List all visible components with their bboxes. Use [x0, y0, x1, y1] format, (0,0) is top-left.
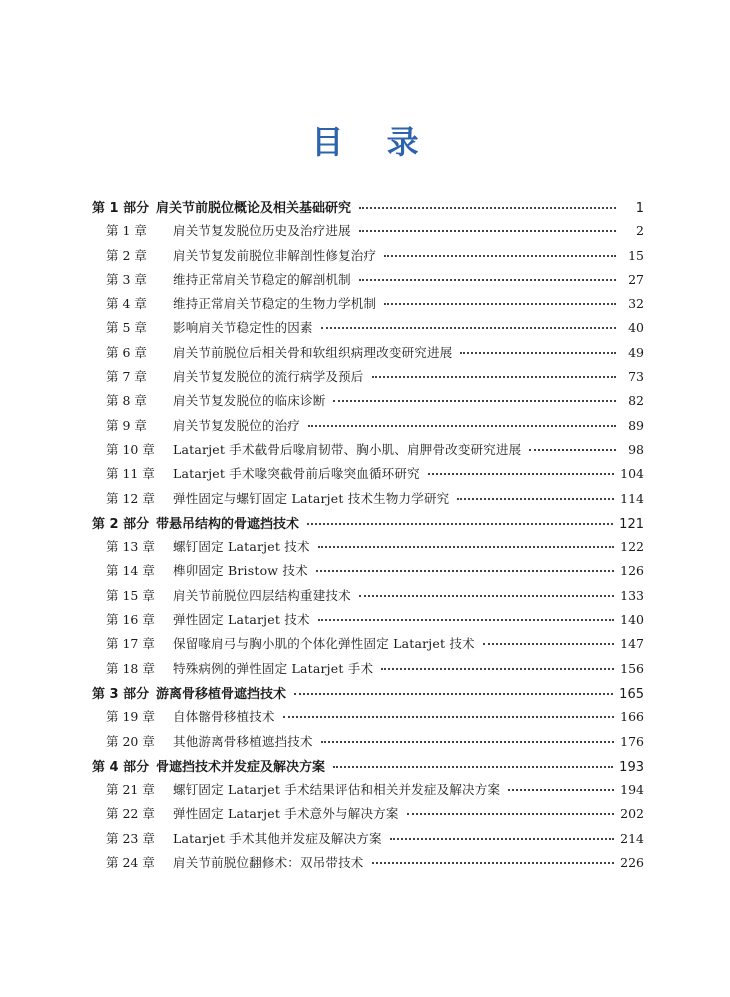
- chapter-title: 肩关节复发脱位的流行病学及预后: [173, 369, 364, 385]
- page-number: 156: [620, 660, 644, 676]
- page-number: 194: [620, 782, 644, 798]
- toc-chapter-entry[interactable]: [92, 221, 644, 245]
- chapter-number: 第 19 章: [106, 709, 155, 725]
- chapter-title: 弹性固定 Latarjet 技术: [173, 612, 310, 628]
- table-of-contents: [92, 197, 644, 877]
- chapter-title: Latarjet 手术截骨后喙肩韧带、胸小肌、肩胛骨改变研究进展: [173, 441, 522, 457]
- part-title: 骨遮挡技术并发症及解决方案: [156, 759, 326, 775]
- page-number: 126: [620, 563, 644, 579]
- chapter-number: 第 21 章: [106, 782, 155, 798]
- toc-chapter-entry[interactable]: [92, 829, 644, 853]
- dot-leader: [359, 207, 616, 209]
- dot-leader: [316, 570, 614, 572]
- page-title: 目 录: [311, 123, 435, 161]
- page-number: 147: [620, 636, 644, 652]
- page-number: 40: [628, 320, 644, 336]
- toc-chapter-entry[interactable]: [92, 464, 644, 488]
- page-number: 114: [620, 490, 644, 506]
- chapter-number: 第 23 章: [106, 830, 155, 846]
- toc-chapter-entry[interactable]: [92, 804, 644, 828]
- chapter-number: 第 7 章: [106, 369, 147, 385]
- dot-leader: [483, 643, 614, 645]
- toc-part-entry[interactable]: [92, 683, 644, 707]
- page-number: 1: [635, 201, 644, 216]
- chapter-title: 肩关节复发脱位的临床诊断: [173, 393, 326, 409]
- chapter-title: 弹性固定与螺钉固定 Latarjet 技术生物力学研究: [173, 490, 450, 506]
- chapter-title: 螺钉固定 Latarjet 手术结果评估和相关并发症及解决方案: [173, 782, 501, 798]
- toc-chapter-entry[interactable]: [92, 634, 644, 658]
- chapter-title: 影响肩关节稳定性的因素: [173, 320, 313, 336]
- toc-chapter-entry[interactable]: [92, 586, 644, 610]
- dot-leader: [407, 813, 615, 815]
- chapter-number: 第 15 章: [106, 587, 155, 603]
- page-number: 27: [628, 271, 644, 287]
- chapter-title: 螺钉固定 Latarjet 技术: [173, 539, 310, 555]
- page-number: 226: [620, 855, 644, 871]
- chapter-title: 肩关节前脱位后相关骨和软组织病理改变研究进展: [173, 344, 453, 360]
- toc-chapter-entry[interactable]: [92, 489, 644, 513]
- chapter-number: 第 2 章: [106, 247, 147, 263]
- dot-leader: [283, 716, 615, 718]
- toc-part-entry[interactable]: [92, 513, 644, 537]
- toc-chapter-entry[interactable]: [92, 853, 644, 877]
- chapter-number: 第 4 章: [106, 296, 147, 312]
- toc-chapter-entry[interactable]: [92, 780, 644, 804]
- chapter-title: Latarjet 手术喙突截骨前后喙突血循环研究: [173, 466, 420, 482]
- page-number: 133: [620, 587, 644, 603]
- dot-leader: [457, 498, 614, 500]
- dot-leader: [372, 862, 615, 864]
- dot-leader: [333, 766, 613, 768]
- chapter-number: 第 3 章: [106, 271, 147, 287]
- toc-chapter-entry[interactable]: [92, 707, 644, 731]
- toc-chapter-entry[interactable]: [92, 246, 644, 270]
- chapter-number: 第 12 章: [106, 490, 155, 506]
- chapter-number: 第 14 章: [106, 563, 155, 579]
- page-number: 104: [620, 466, 644, 482]
- dot-leader: [307, 523, 613, 525]
- chapter-number: 第 20 章: [106, 733, 155, 749]
- part-title: 游离骨移植骨遮挡技术: [156, 686, 287, 702]
- page-number: 214: [620, 830, 644, 846]
- chapter-title: 维持正常肩关节稳定的生物力学机制: [173, 296, 377, 312]
- dot-leader: [359, 230, 616, 232]
- chapter-title: 肩关节复发前脱位非解剖性修复治疗: [173, 247, 377, 263]
- page-number: 89: [628, 417, 644, 433]
- toc-chapter-entry[interactable]: [92, 440, 644, 464]
- chapter-number: 第 17 章: [106, 636, 155, 652]
- chapter-title: 维持正常肩关节稳定的解剖机制: [173, 271, 351, 287]
- toc-chapter-entry[interactable]: [92, 270, 644, 294]
- page-number: 121: [619, 516, 644, 532]
- chapter-number: 第 24 章: [106, 855, 155, 871]
- dot-leader: [428, 473, 614, 475]
- part-title: 带悬吊结构的骨遮挡技术: [156, 516, 300, 532]
- dot-leader: [318, 546, 614, 548]
- chapter-number: 第 13 章: [106, 539, 155, 555]
- dot-leader: [384, 255, 616, 257]
- dot-leader: [508, 789, 614, 791]
- dot-leader: [359, 595, 614, 597]
- part-number: 第 4 部分: [92, 759, 150, 775]
- page-number: 176: [620, 733, 644, 749]
- dot-leader: [384, 303, 616, 305]
- toc-chapter-entry[interactable]: [92, 659, 644, 683]
- page-number: 49: [628, 344, 644, 360]
- page-number: 73: [628, 369, 644, 385]
- page-number: 140: [620, 612, 644, 628]
- dot-leader: [321, 741, 614, 743]
- toc-chapter-entry[interactable]: [92, 367, 644, 391]
- page-number: 82: [628, 393, 644, 409]
- dot-leader: [294, 693, 613, 695]
- page-number: 2: [636, 223, 644, 239]
- toc-chapter-entry[interactable]: [92, 391, 644, 415]
- chapter-number: 第 6 章: [106, 344, 147, 360]
- chapter-title: Latarjet 手术其他并发症及解决方案: [173, 830, 382, 846]
- page-number: 193: [619, 759, 644, 775]
- page-number: 166: [620, 709, 644, 725]
- chapter-title: 特殊病例的弹性固定 Latarjet 手术: [173, 660, 374, 676]
- chapter-title: 弹性固定 Latarjet 手术意外与解决方案: [173, 806, 399, 822]
- page-number: 98: [628, 441, 644, 457]
- page-number: 122: [620, 539, 644, 555]
- toc-part-entry[interactable]: [92, 756, 644, 780]
- part-number: 第 1 部分: [92, 201, 150, 216]
- dot-leader: [381, 668, 614, 670]
- part-number: 第 2 部分: [92, 516, 150, 532]
- chapter-number: 第 11 章: [106, 466, 155, 482]
- chapter-title: 自体髂骨移植技术: [173, 709, 275, 725]
- page-number: 15: [628, 247, 644, 263]
- chapter-number: 第 9 章: [106, 417, 147, 433]
- chapter-title: 榫卯固定 Bristow 技术: [173, 563, 308, 579]
- part-title: 肩关节前脱位概论及相关基础研究: [156, 201, 352, 216]
- toc-chapter-entry[interactable]: [92, 561, 644, 585]
- dot-leader: [529, 449, 616, 451]
- dot-leader: [460, 352, 616, 354]
- toc-chapter-entry[interactable]: [92, 343, 644, 367]
- chapter-number: 第 22 章: [106, 806, 155, 822]
- toc-chapter-entry[interactable]: [92, 294, 644, 318]
- page-number: 202: [620, 806, 644, 822]
- chapter-number: 第 5 章: [106, 320, 147, 336]
- part-number: 第 3 部分: [92, 686, 150, 702]
- toc-part-entry[interactable]: [92, 197, 644, 221]
- chapter-title: 其他游离骨移植遮挡技术: [173, 733, 313, 749]
- chapter-title: 肩关节复发脱位历史及治疗进展: [173, 223, 351, 239]
- toc-chapter-entry[interactable]: [92, 318, 644, 342]
- toc-chapter-entry[interactable]: [92, 610, 644, 634]
- toc-chapter-entry[interactable]: [92, 732, 644, 756]
- chapter-title: 肩关节前脱位四层结构重建技术: [173, 587, 351, 603]
- chapter-number: 第 1 章: [106, 223, 147, 239]
- dot-leader: [318, 619, 614, 621]
- chapter-number: 第 18 章: [106, 660, 155, 676]
- toc-chapter-entry[interactable]: [92, 537, 644, 561]
- page-number: 32: [628, 296, 644, 312]
- dot-leader: [333, 400, 616, 402]
- chapter-title: 肩关节复发脱位的治疗: [173, 417, 301, 433]
- chapter-title: 肩关节前脱位翻修术：双吊带技术: [173, 855, 364, 871]
- chapter-number: 第 16 章: [106, 612, 155, 628]
- page-number: 165: [619, 686, 644, 702]
- chapter-title: 保留喙肩弓与胸小肌的个体化弹性固定 Latarjet 技术: [173, 636, 475, 652]
- dot-leader: [308, 425, 616, 427]
- dot-leader: [359, 279, 616, 281]
- toc-chapter-entry[interactable]: [92, 416, 644, 440]
- dot-leader: [372, 376, 616, 378]
- chapter-number: 第 8 章: [106, 393, 147, 409]
- chapter-number: 第 10 章: [106, 441, 155, 457]
- dot-leader: [390, 838, 614, 840]
- dot-leader: [321, 327, 616, 329]
